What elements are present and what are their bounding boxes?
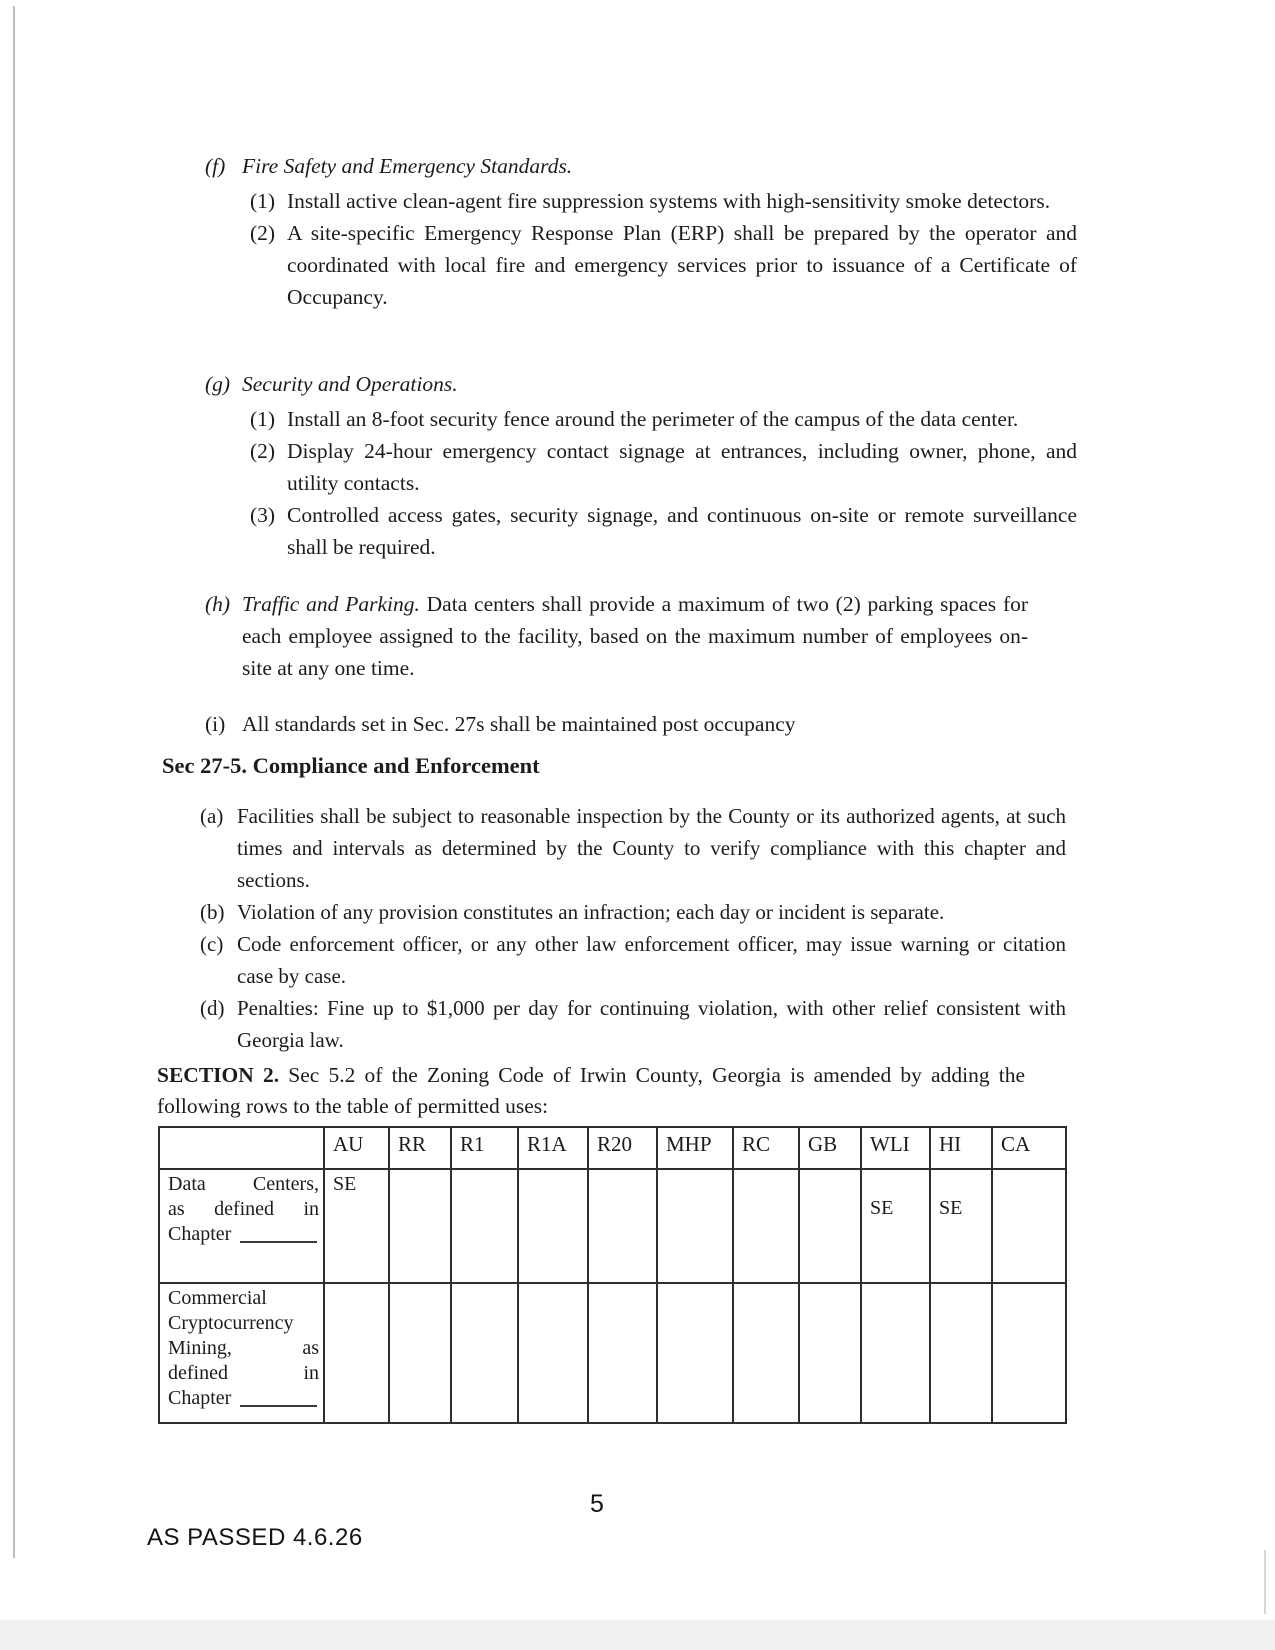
col-header-R1: R1: [451, 1127, 518, 1169]
page-number: 5: [590, 1490, 604, 1518]
item-g-3-text: Controlled access gates, security signage, and continuous on-site or remote surveillance shall be required.: [287, 503, 1077, 559]
col-header-RR: RR: [389, 1127, 451, 1169]
section-h-body: Data centers shall provide a maximum of two (2) parking spaces for each employee assigned to the facility, based on the maximum number of employees on-site at any one time.: [242, 592, 1029, 680]
section-g-label: (g): [205, 372, 231, 396]
item-275-d-num: (d): [200, 996, 225, 1020]
as-passed-stamp: AS PASSED 4.6.26: [147, 1524, 363, 1551]
section-2-text: Sec 5.2 of the Zoning Code of Irwin County, Georgia is amended by adding the following rows to the table of permitted uses:: [157, 1063, 1025, 1118]
item-275-b: [200, 896, 1066, 928]
use-cell-MHP: [657, 1169, 733, 1283]
item-g-2-text: Display 24-hour emergency contact signage at entrances, including owner, phone, and utility contacts.: [287, 439, 1077, 495]
item-f-2-text: A site-specific Emergency Response Plan (ERP) shall be prepared by the operator and coordinated with local fire and emergency services prior to issuance of a Certificate of Occupancy.: [287, 221, 1077, 309]
col-header-R1A: R1A: [518, 1127, 588, 1169]
section-g-heading: [205, 368, 1075, 400]
section-i: [205, 708, 1105, 740]
use-cell-MHP: [657, 1283, 733, 1423]
use-cell-RC: [733, 1169, 799, 1283]
col-header-RC: RC: [733, 1127, 799, 1169]
use-cell-RR: [389, 1283, 451, 1423]
use-cell-HI: SE: [930, 1169, 992, 1283]
row-label: Commercial Cryptocurrency Mining, as defined in Chapter: [159, 1283, 324, 1423]
section-h-text: [242, 588, 1028, 684]
table-row: [159, 1283, 1066, 1423]
use-cell-WLI: SE: [861, 1169, 930, 1283]
section-i-label: (i): [205, 712, 226, 736]
use-cell-CA: [992, 1283, 1066, 1423]
scan-bottom-band: [0, 1620, 1275, 1650]
item-275-b-num: (b): [200, 900, 225, 924]
use-cell-GB: [799, 1283, 861, 1423]
use-cell-GB: [799, 1169, 861, 1283]
use-cell-RR: [389, 1169, 451, 1283]
section-f-heading: [205, 150, 1075, 182]
section-g-title: Security and Operations.: [242, 372, 458, 396]
item-g-3: [250, 499, 1077, 563]
permitted-uses-table: [158, 1126, 1067, 1424]
table-corner-cell: [159, 1127, 324, 1169]
use-cell-AU: [324, 1283, 389, 1423]
chapter-blank-line: [240, 1241, 317, 1243]
item-275-d-text: Penalties: Fine up to $1,000 per day for continuing violation, with other relief consistent with Georgia law.: [237, 996, 1066, 1052]
sec-27-5-heading: Sec 27-5. Compliance and Enforcement: [162, 753, 540, 778]
section-f-items: [250, 185, 1077, 313]
permitted-uses-table-wrap: [158, 1126, 1067, 1424]
item-275-a-text: Facilities shall be subject to reasonable inspection by the County or its authorized agents, at such times and intervals as determined by the County to verify compliance with this chapter and sections.: [237, 804, 1066, 892]
section-h-label: (h): [205, 592, 231, 616]
table-row: [159, 1169, 1066, 1283]
item-g-1: [250, 403, 1077, 435]
sec-27-5-items: [200, 800, 1066, 1056]
section-f-label: (f): [205, 154, 226, 178]
use-cell-HI: [930, 1283, 992, 1423]
section-2-lead: SECTION 2.: [157, 1063, 280, 1087]
item-g-3-num: (3): [250, 503, 276, 527]
section-h: [205, 588, 1028, 684]
section-f-title: Fire Safety and Emergency Standards.: [242, 154, 573, 178]
use-cell-WLI: [861, 1283, 930, 1423]
section-g-items: [250, 403, 1077, 563]
use-cell-CA: [992, 1169, 1066, 1283]
scan-edge-line-left: [13, 6, 15, 1558]
item-f-2: [250, 217, 1077, 313]
scan-edge-line-right: [1264, 1550, 1266, 1614]
item-g-2: [250, 435, 1077, 499]
use-cell-R1: [451, 1283, 518, 1423]
col-header-HI: HI: [930, 1127, 992, 1169]
col-header-MHP: MHP: [657, 1127, 733, 1169]
item-g-1-num: (1): [250, 407, 276, 431]
item-275-c: [200, 928, 1066, 992]
col-header-AU: AU: [324, 1127, 389, 1169]
use-cell-R1A: [518, 1283, 588, 1423]
item-275-a: [200, 800, 1066, 896]
item-f-1-text: Install active clean-agent fire suppression systems with high-sensitivity smoke detectors.: [287, 189, 1051, 213]
item-275-c-text: Code enforcement officer, or any other law enforcement officer, may issue warning or citation case by case.: [237, 932, 1066, 988]
chapter-blank-line: [240, 1405, 317, 1407]
row-label: Data Centers, as defined in Chapter: [159, 1169, 324, 1283]
item-f-2-num: (2): [250, 221, 276, 245]
col-header-R20: R20: [588, 1127, 657, 1169]
col-header-WLI: WLI: [861, 1127, 930, 1169]
use-cell-R20: [588, 1169, 657, 1283]
use-cell-R20: [588, 1283, 657, 1423]
use-cell-R1A: [518, 1169, 588, 1283]
use-cell-AU: SE: [324, 1169, 389, 1283]
item-g-2-num: (2): [250, 439, 276, 463]
col-header-GB: GB: [799, 1127, 861, 1169]
section-i-text: All standards set in Sec. 27s shall be maintained post occupancy: [242, 712, 796, 736]
col-header-CA: CA: [992, 1127, 1066, 1169]
item-275-d: [200, 992, 1066, 1056]
item-g-1-text: Install an 8-foot security fence around the perimeter of the campus of the data center.: [287, 407, 1019, 431]
item-275-c-num: (c): [200, 932, 224, 956]
item-275-a-num: (a): [200, 804, 224, 828]
use-cell-R1: [451, 1169, 518, 1283]
item-f-1: [250, 185, 1077, 217]
item-f-1-num: (1): [250, 189, 276, 213]
use-cell-RC: [733, 1283, 799, 1423]
section-h-title: Traffic and Parking.: [242, 592, 420, 616]
item-275-b-text: Violation of any provision constitutes an infraction; each day or incident is separate.: [237, 900, 945, 924]
section-2-paragraph: [157, 1060, 1025, 1122]
